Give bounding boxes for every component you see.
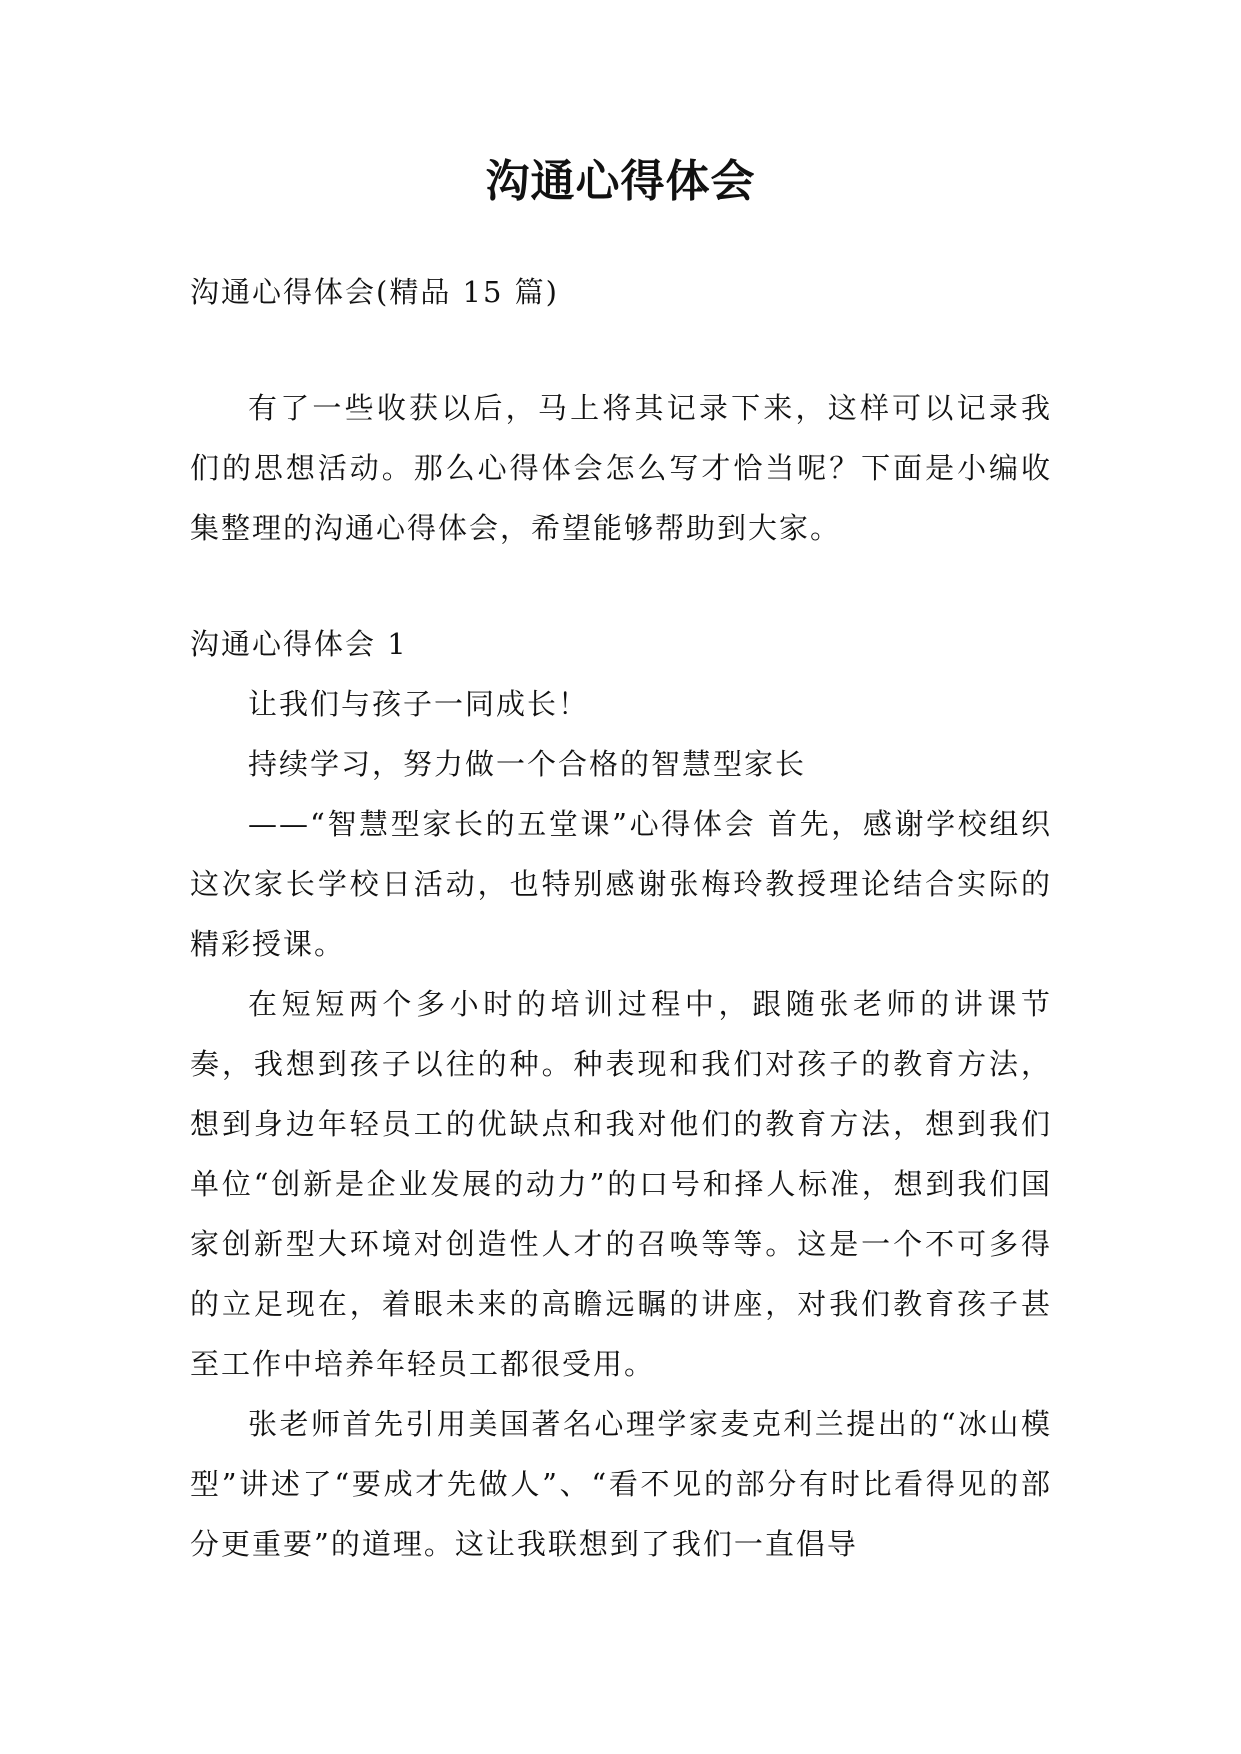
- body-paragraph: 在短短两个多小时的培训过程中，跟随张老师的讲课节奏，我想到孩子以往的种。种表现和我们对孩子的教育方法，想到身边年轻员工的优缺点和我对他们的教育方法，想到我们单位“创新是企业发展的动力”的口号和择人标准，想到我们国家创新型大环境对创造性人才的召唤等等。这是一个不可多得的立足现在，着眼未来的高瞻远瞩的讲座，对我们教育孩子甚至工作中培养年轻员工都很受用。: [190, 987, 1052, 1381]
- body-paragraph: 张老师首先引用美国著名心理学家麦克利兰提出的“冰山模型”讲述了“要成才先做人”、“看不见的部分有时比看得见的部分更重要”的道理。这让我联想到了我们一直倡导: [190, 1407, 1052, 1561]
- body-paragraph: 让我们与孩子一同成长！: [248, 687, 590, 721]
- intro-paragraph: 有了一些收获以后，马上将其记录下来，这样可以记录我们的思想活动。那么心得体会怎么写才恰当呢？下面是小编收集整理的沟通心得体会，希望能够帮助到大家。: [190, 391, 1052, 545]
- body-paragraph: 持续学习，努力做一个合格的智慧型家长: [248, 747, 807, 781]
- document-body: [190, 262, 1052, 1574]
- document-title: 沟通心得体会: [485, 156, 756, 207]
- body-paragraph: ——“智慧型家长的五堂课”心得体会 首先，感谢学校组织这次家长学校日活动，也特别感谢张梅玲教授理论结合实际的精彩授课。: [190, 807, 1052, 961]
- document-subtitle: 沟通心得体会(精品 15 篇): [190, 275, 559, 309]
- section-heading: 沟通心得体会 1: [190, 627, 408, 661]
